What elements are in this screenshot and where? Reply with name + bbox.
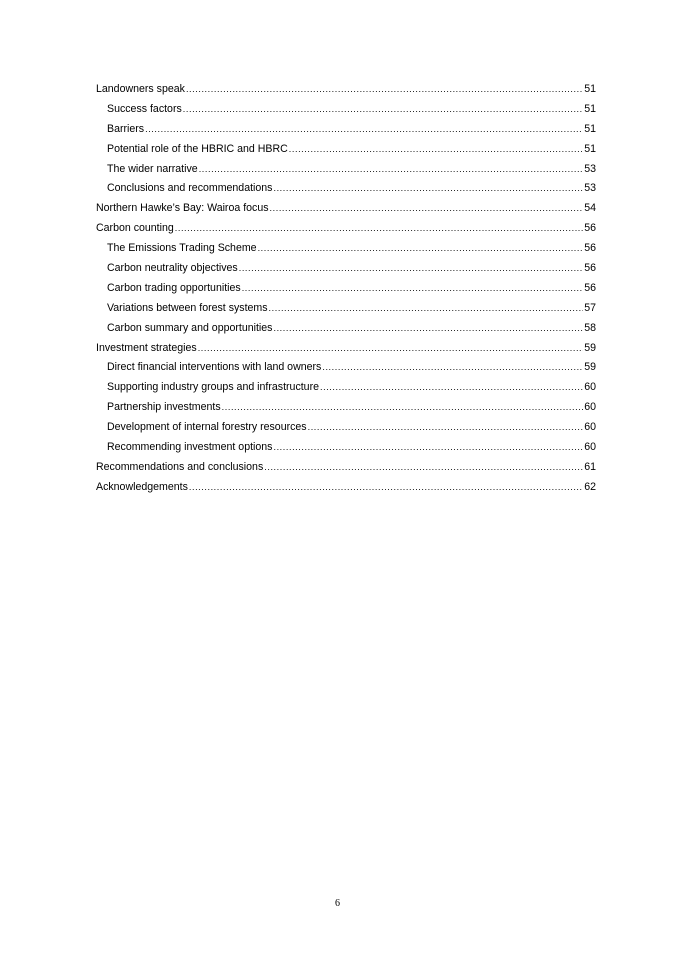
toc-entry-northern-hawkes-bay[interactable] [96, 199, 596, 219]
toc-entry-page: 51 [584, 142, 596, 155]
toc-entry-page: 60 [584, 401, 596, 414]
toc-dot-leader [320, 378, 583, 398]
toc-entry-page: 56 [584, 262, 596, 275]
table-of-contents [96, 80, 596, 498]
toc-dot-leader [242, 279, 584, 299]
toc-dot-leader [269, 299, 584, 319]
toc-dot-leader [145, 120, 583, 140]
toc-entry-title: Landowners speak [96, 83, 185, 95]
toc-entry-title: Carbon trading opportunities [107, 281, 241, 294]
toc-entry-direct-financial[interactable] [96, 358, 596, 378]
toc-entry-page: 53 [584, 182, 596, 195]
toc-entry-page: 56 [584, 242, 596, 255]
toc-entry-title: Conclusions and recommendations [107, 182, 273, 195]
toc-entry-title: Development of internal forestry resources [107, 421, 307, 434]
toc-entry-title: Carbon summary and opportunities [107, 321, 273, 334]
toc-dot-leader [222, 398, 584, 418]
toc-dot-leader [258, 239, 584, 259]
toc-entry-carbon-trading[interactable] [96, 279, 596, 299]
toc-entry-page: 59 [584, 341, 596, 354]
toc-entry-barriers[interactable] [96, 120, 596, 140]
toc-entry-title: Investment strategies [96, 341, 197, 354]
toc-entry-recommending-investment[interactable] [96, 438, 596, 458]
toc-entry-wider-narrative[interactable] [96, 160, 596, 180]
toc-dot-leader [189, 478, 583, 498]
toc-entry-emissions-trading-scheme[interactable] [96, 239, 596, 259]
toc-dot-leader [264, 458, 583, 478]
toc-entry-title: Success factors [107, 102, 182, 115]
toc-entry-title: Direct financial interventions with land owners [107, 361, 322, 374]
toc-entry-page: 51 [584, 122, 596, 135]
toc-entry-page: 54 [584, 202, 596, 215]
toc-entry-page: 59 [584, 361, 596, 374]
toc-entry-title: The Emissions Trading Scheme [107, 242, 257, 255]
toc-entry-conclusions-recommendations[interactable] [96, 179, 596, 199]
toc-entry-investment-strategies[interactable] [96, 339, 596, 359]
toc-dot-leader [289, 140, 583, 160]
toc-dot-leader [198, 339, 584, 359]
toc-dot-leader [308, 418, 584, 438]
toc-entry-title: Northern Hawke’s Bay: Wairoa focus [96, 202, 269, 215]
toc-entry-partnership-investments[interactable] [96, 398, 596, 418]
page-number: 6 [335, 898, 340, 909]
toc-dot-leader [270, 199, 584, 219]
toc-entry-title: Partnership investments [107, 401, 221, 414]
toc-entry-page: 62 [584, 480, 596, 493]
toc-dot-leader [199, 160, 584, 180]
toc-entry-title: Barriers [107, 122, 145, 135]
toc-entry-supporting-industry[interactable] [96, 378, 596, 398]
toc-entry-page: 56 [584, 281, 596, 294]
toc-dot-leader [273, 438, 583, 458]
toc-dot-leader [273, 319, 583, 339]
toc-entry-landowners-speak[interactable] [96, 80, 596, 100]
toc-entry-potential-role[interactable] [96, 140, 596, 160]
toc-entry-page: 60 [584, 381, 596, 394]
toc-entry-title: Recommendations and conclusions [96, 460, 264, 473]
toc-dot-leader [239, 259, 583, 279]
toc-entry-page: 58 [584, 321, 596, 334]
toc-entry-carbon-neutrality[interactable] [96, 259, 596, 279]
toc-dot-leader [175, 219, 583, 239]
toc-entry-internal-forestry[interactable] [96, 418, 596, 438]
toc-entry-page: 53 [584, 162, 596, 175]
toc-entry-acknowledgements[interactable] [96, 478, 596, 498]
toc-entry-title: Supporting industry groups and infrastructure [107, 381, 319, 394]
toc-entry-title: Recommending investment options [107, 441, 273, 454]
toc-entry-recommendations-conclusions[interactable] [96, 458, 596, 478]
toc-entry-forest-systems[interactable] [96, 299, 596, 319]
toc-entry-title: Carbon neutrality objectives [107, 262, 238, 275]
toc-entry-carbon-counting[interactable] [96, 219, 596, 239]
toc-entry-title: The wider narrative [107, 162, 198, 175]
toc-dot-leader [322, 358, 583, 378]
toc-entry-page: 56 [584, 222, 596, 235]
toc-entry-page: 60 [584, 441, 596, 454]
toc-entry-page: 57 [584, 301, 596, 314]
toc-entry-title: Potential role of the HBRIC and HBRC [107, 142, 288, 155]
toc-entry-page: 61 [584, 460, 596, 473]
toc-dot-leader [273, 179, 583, 199]
toc-entry-carbon-summary[interactable] [96, 319, 596, 339]
toc-entry-page: 60 [584, 421, 596, 434]
toc-entry-page: 51 [584, 102, 596, 115]
toc-entry-title: Acknowledgements [96, 480, 188, 493]
toc-dot-leader [183, 100, 583, 120]
toc-entry-page: 51 [584, 83, 596, 95]
toc-entry-title: Carbon counting [96, 222, 174, 235]
toc-entry-title: Variations between forest systems [107, 301, 268, 314]
toc-dot-leader [186, 80, 583, 100]
toc-entry-success-factors[interactable] [96, 100, 596, 120]
